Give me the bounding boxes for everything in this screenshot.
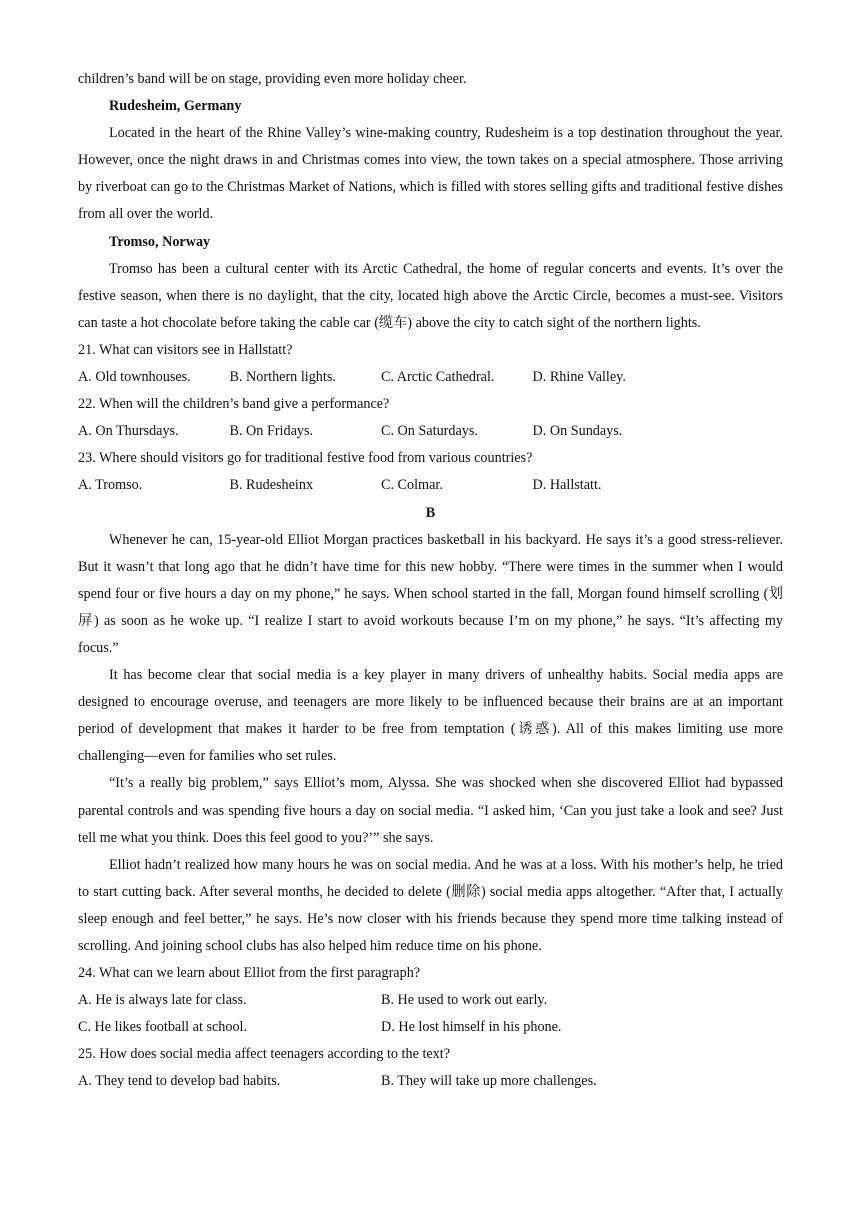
option-c: C. Colmar. [381,477,443,494]
option-a: A. On Thursdays. [78,423,179,440]
answer-options [78,418,783,445]
section-b-title: B [425,504,436,521]
continued-paragraph: children’s band will be on stage, providing even more holiday cheer. [78,71,467,87]
option-a: A. Old townhouses. [78,369,191,386]
question-stem: 25. How does social media affect teenagers according to the text? [78,1046,451,1063]
paragraph-tromso: Tromso has been a cultural center with its Arctic Cathedral, the home of regular concerts and events. It’s over the festive season, when there is no daylight, that the city, located high above the Arctic Circle, becomes a must-see. Visitors can taste a hot chocolate before taking the cable car (缆车) above the city to catch sight of the northern lights. [78,260,783,331]
passage-b-paragraph-3: “It’s a really big problem,” says Elliot’s mom, Alyssa. She was shocked when she discovered Elliot had bypassed parental controls and was spending five hours a day on social media. “I asked him, ‘Can you just take a look and see? Just tell me what you think. Does this feel good to you?’” she says. [78,775,783,846]
option-a: A. Tromso. [78,477,143,494]
question-stem: 23. Where should visitors go for traditional festive food from various countries? [78,450,533,467]
heading-rudesheim: Rudesheim, Germany [109,98,242,115]
passage-b-paragraph-4: Elliot hadn’t realized how many hours he was on social media. And he was at a loss. With his mother’s help, he tried to start cutting back. After several months, he decided to delete (删除) social media apps altogether. “After that, I actually sleep enough and feel better,” he says. He’s now closer with his friends because they spend more time talking instead of scrolling. And joining school clubs has also helped him reduce time on his phone. [78,856,783,954]
question-21 [78,337,783,391]
answer-options [78,1014,783,1041]
option-c: C. Arctic Cathedral. [381,369,495,386]
question-24 [78,960,783,1041]
heading-tromso: Tromso, Norway [109,233,211,250]
option-c: C. On Saturdays. [381,423,478,440]
answer-options [78,364,783,391]
answer-options [78,1068,783,1095]
option-b: B. On Fridays. [229,423,314,440]
question-stem: 22. When will the children’s band give a performance? [78,396,390,413]
question-stem: 21. What can visitors see in Hallstatt? [78,341,293,358]
passage-b-paragraph-1: Whenever he can, 15-year-old Elliot Morgan practices basketball in his backyard. He says it’s a good stress-reliever. But it wasn’t that long ago that he didn’t have time for this new hobby. “There were times in the summer when I would spend four or five hours a day on my phone,” he says. When school started in the fall, Morgan found himself scrolling (划屏) as soon as he woke up. “I realize I start to avoid workouts because I’m on my phone,” he says. “It’s affecting my focus.” [78,531,783,656]
question-stem: 24. What can we learn about Elliot from the first paragraph? [78,965,421,982]
exam-page [78,66,783,1096]
option-d: D. Rhine Valley. [532,369,626,386]
option-b: B. Rudesheinx [229,477,314,494]
answer-options [78,987,783,1014]
answer-options [78,472,783,499]
option-b: B. They will take up more challenges. [381,1073,597,1090]
option-a: A. He is always late for class. [78,992,247,1009]
option-d: D. On Sundays. [532,423,623,440]
question-25 [78,1041,783,1095]
option-d: D. Hallstatt. [532,477,602,494]
option-b: B. He used to work out early. [381,992,548,1009]
question-23 [78,445,783,499]
option-b: B. Northern lights. [229,369,336,386]
option-a: A. They tend to develop bad habits. [78,1073,281,1090]
paragraph-rudesheim: Located in the heart of the Rhine Valley’s wine-making country, Rudesheim is a top destination throughout the year. However, once the night draws in and Christmas comes into view, the town takes on a special atmosphere. Those arriving by riverboat can go to the Christmas Market of Nations, which is filled with stores selling gifts and traditional festive dishes from all over the world. [78,125,783,223]
passage-b-paragraph-2: It has become clear that social media is a key player in many drivers of unhealthy habits. Social media apps are designed to encourage overuse, and teenagers are more likely to be influenced because their brains are at an important period of development that makes it harder to be free from temptation (诱惑). All of this makes limiting use more challenging—even for families who set rules. [78,667,783,765]
option-c: C. He likes football at school. [78,1019,248,1036]
question-22 [78,391,783,445]
option-d: D. He lost himself in his phone. [381,1019,562,1036]
